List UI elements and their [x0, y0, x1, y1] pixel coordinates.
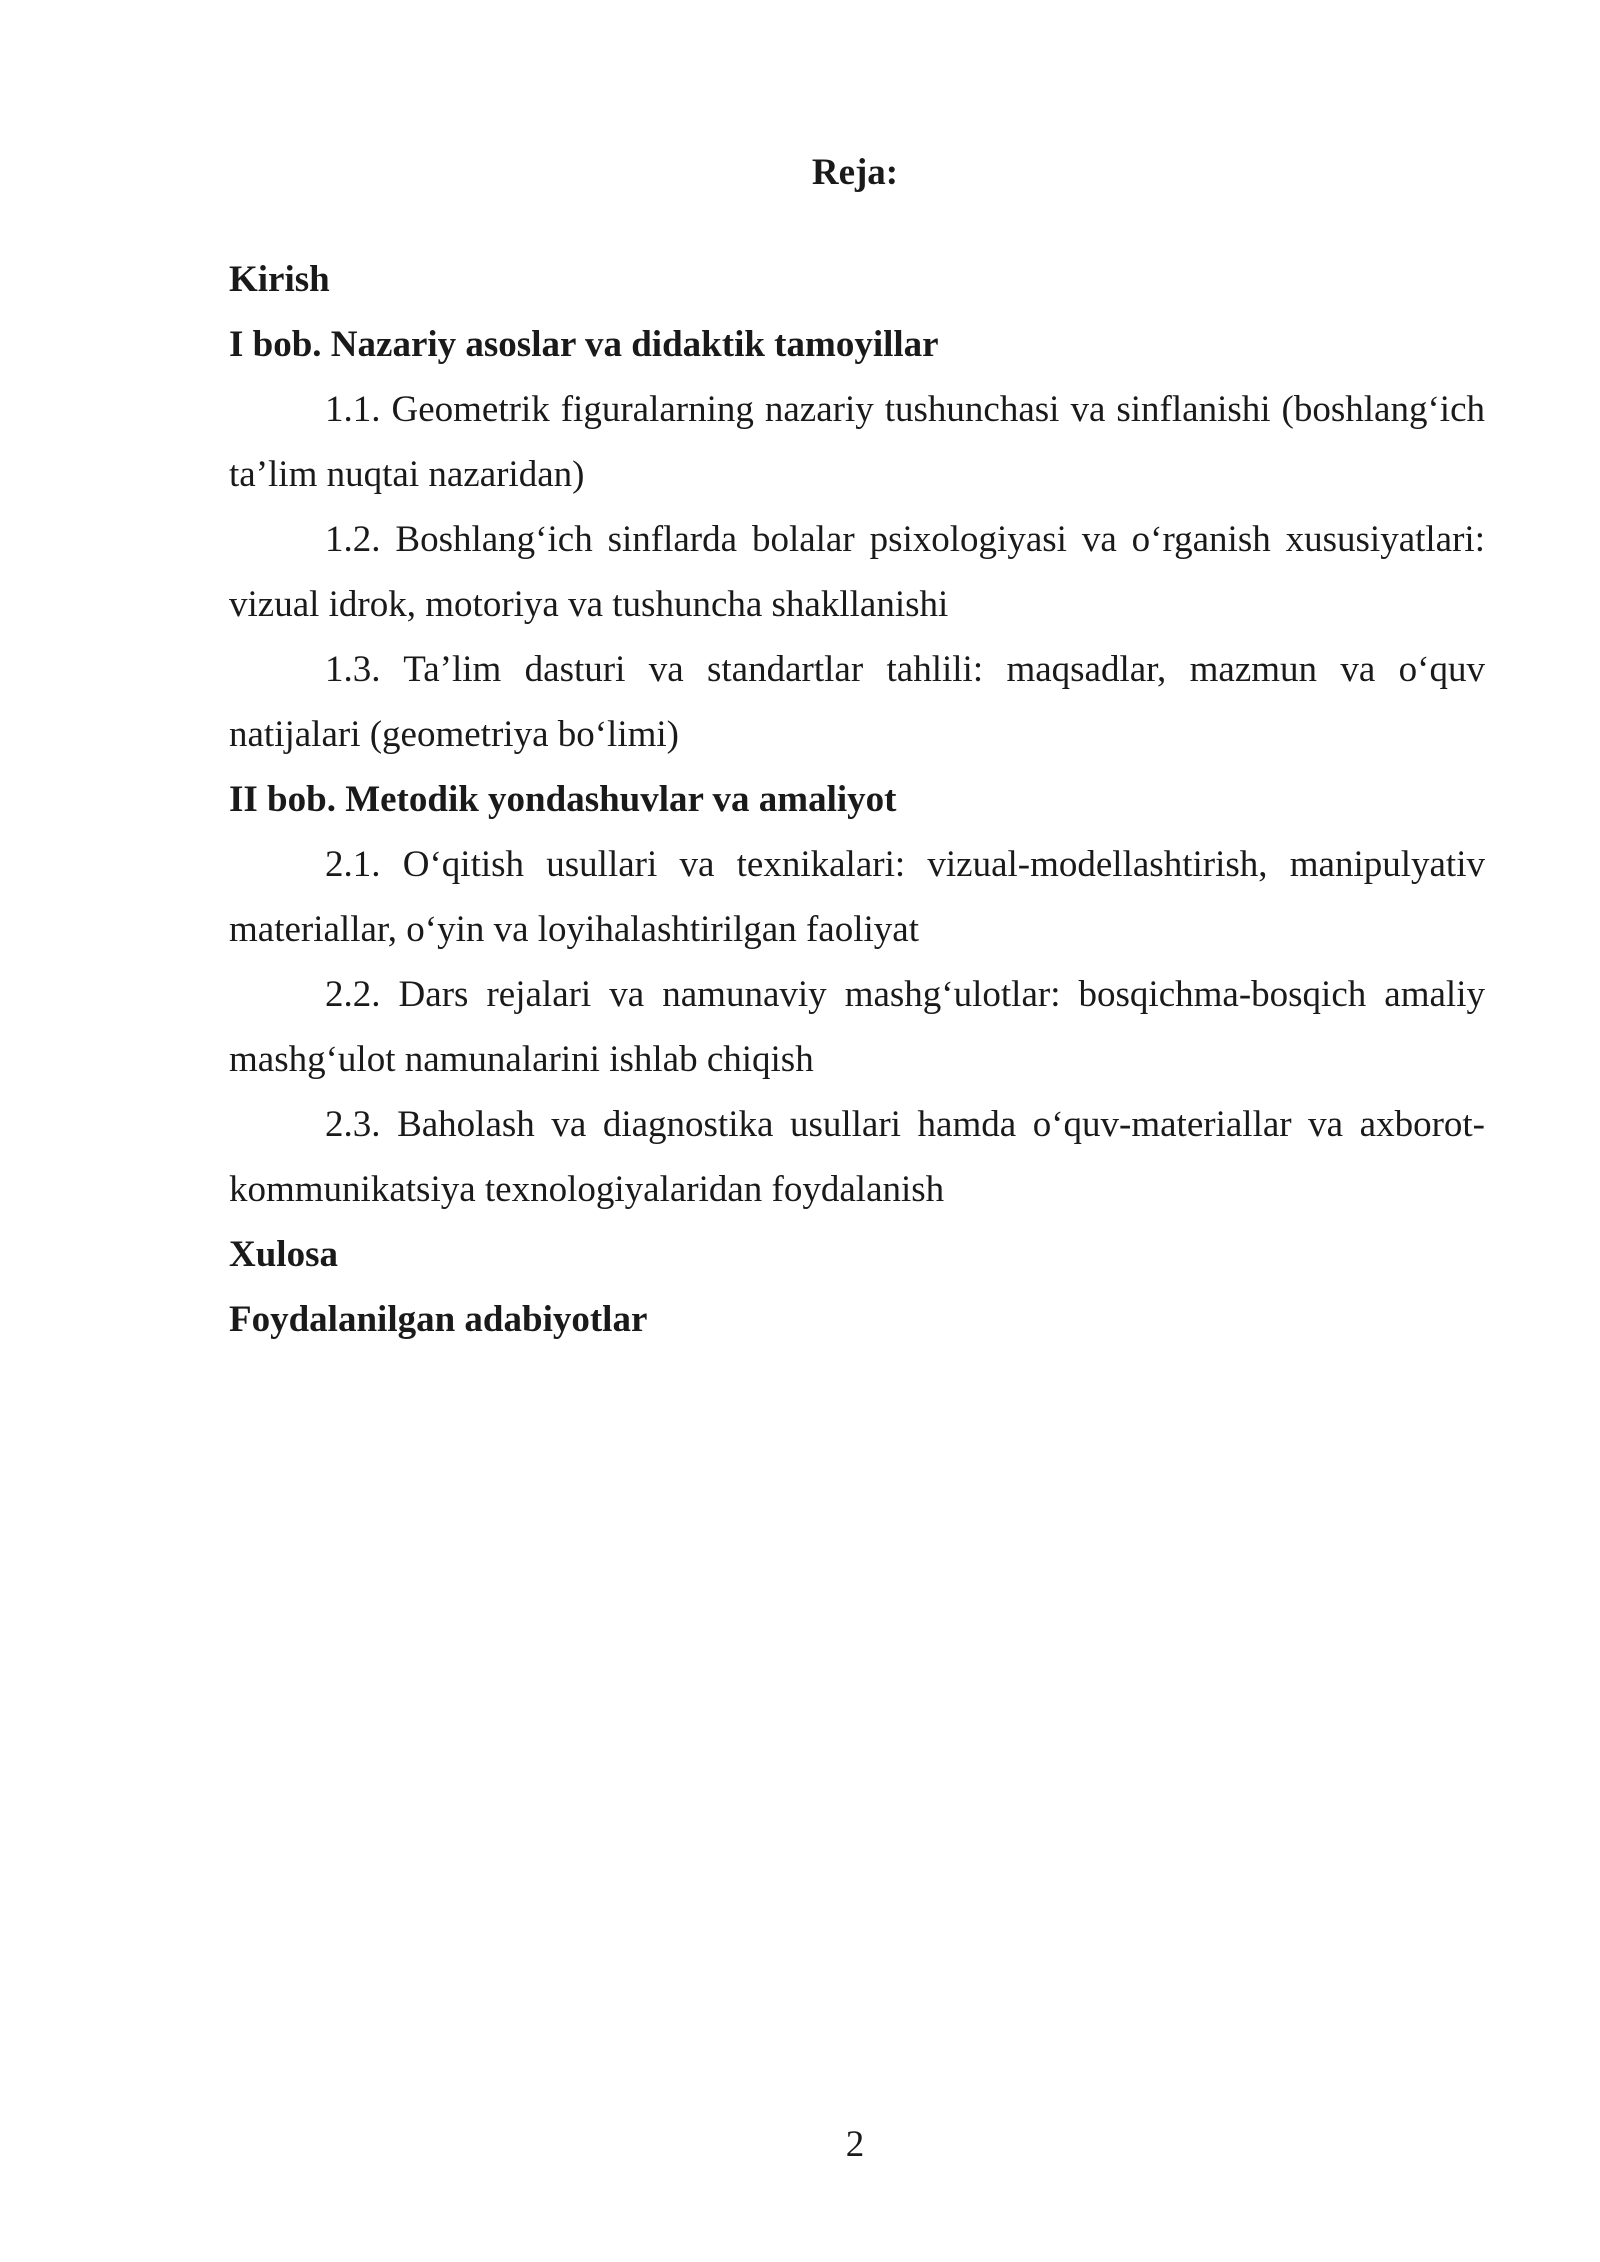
toc-heading-chapter-1: I bob. Nazariy asoslar va didaktik tamoyillar: [229, 324, 939, 365]
toc-item-2-3: 2.3. Baholash va diagnostika usullari hamda o‘quv-materiallar va axborot-kommunikatsiya texnologiyalaridan foydalanish: [229, 1104, 1485, 1210]
toc-item-2-1: 2.1. O‘qitish usullari va texnikalari: vizual-modellashtirish, manipulyativ materiallar, o‘yin va loyihalashtirilgan faoliyat: [229, 844, 1485, 950]
toc-item-1-3: 1.3. Ta’lim dasturi va standartlar tahlili: maqsadlar, mazmun va o‘quv natijalari (geometriya bo‘limi): [229, 649, 1485, 755]
page-number: 2: [845, 2124, 865, 2165]
table-of-contents: [229, 247, 1485, 1352]
toc-heading-chapter-2: II bob. Metodik yondashuvlar va amaliyot: [229, 779, 897, 820]
page-title: Reja:: [811, 152, 899, 193]
toc-item-1-1: 1.1. Geometrik figuralarning nazariy tushunchasi va sinflanishi (boshlang‘ich ta’lim nuqtai nazaridan): [229, 389, 1485, 495]
toc-item-2-2: 2.2. Dars rejalari va namunaviy mashg‘ulotlar: bosqichma-bosqich amaliy mashg‘ulot namunalarini ishlab chiqish: [229, 974, 1485, 1080]
toc-heading-kirish: Kirish: [229, 259, 330, 300]
toc-heading-references: Foydalanilgan adabiyotlar: [229, 1299, 648, 1340]
toc-heading-xulosa: Xulosa: [229, 1234, 338, 1275]
toc-item-1-2: 1.2. Boshlang‘ich sinflarda bolalar psixologiyasi va o‘rganish xususiyatlari: vizual idrok, motoriya va tushuncha shakllanishi: [229, 519, 1485, 625]
